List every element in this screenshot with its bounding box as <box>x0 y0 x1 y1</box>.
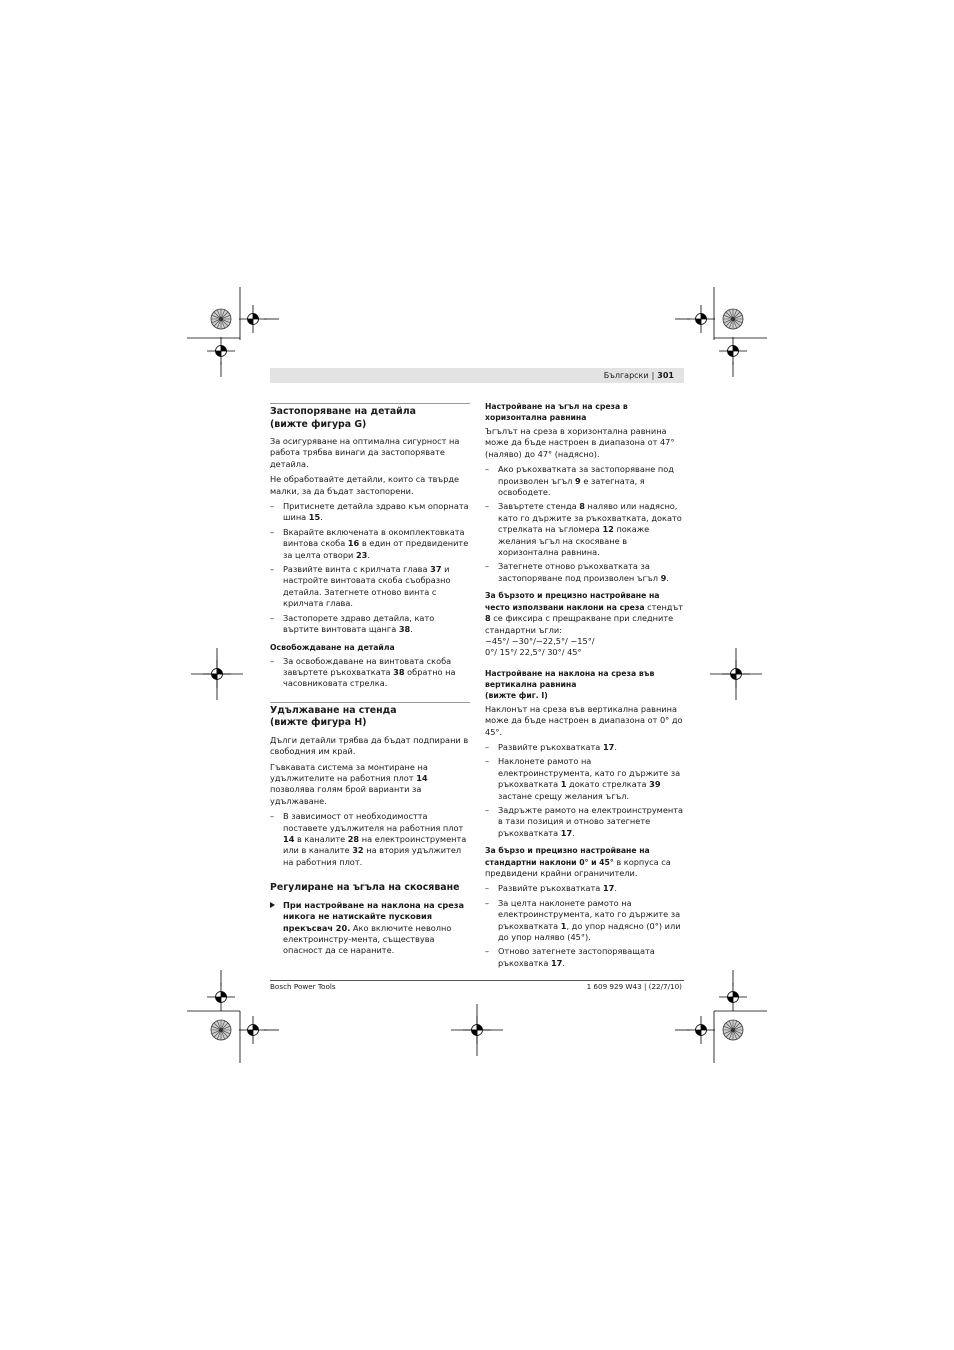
paragraph: За бързо и прецизно настройване на стандартни наклони 0° и 45° в корпуса са предвидени крайни ограничители. <box>485 846 671 878</box>
paragraph: Дълги детайли трябва да бъдат подпирани в свободния им край. <box>270 734 469 757</box>
list-item: – В зависимост от необходимостта поставете удължителя на работния плот 14 в каналите 28 на електроинструмента или в каналите 32 на втория удължител на работния плот. <box>270 811 470 868</box>
paragraph: Ъгълът на среза в хоризонтална равнина може да бъде настроен в диапазона от 47° (наляво) до 47° (надясно). <box>485 426 675 459</box>
list-item: – За освобождаване на винтовата скоба завъртете ръкохватката 38 обратно на часовниковата стрелка. <box>270 656 470 690</box>
list-item: – Затегнете отново ръкохватката за застопоряване под произволен ъгъл 9. <box>485 561 685 584</box>
list-item: – Развийте винта с крилчата глава 37 и настройте винтовата скоба съобразно детайла. Затегнете отново винта с крилчата глава. <box>270 564 470 610</box>
list-item: – Развийте ръкохватката 17. <box>485 742 685 753</box>
list-item: – Отново затегнете застопоряващата ръкохватка 17. <box>485 946 685 969</box>
header-page-number: 301 <box>657 371 674 380</box>
warning-note: При настройване на наклона на среза никога не натискайте пусковия прекъсвач 20. Ако включите неволно електроинстру-мента, съществува опасност да се нараните. <box>270 900 470 957</box>
subsection-title-release: Освобождаване на детайла <box>270 642 395 652</box>
instruction-list <box>270 656 470 690</box>
paragraph: Гъвкавата система за монтиране на удължителите на работния плот 14 позволява голям брой варианти за удължаване. <box>270 761 428 806</box>
paragraph: За бързото и прецизно настройване на често използвани наклони на среза стендът 8 се фиксира с прещракване при следните стандартни ъгли: −45°/ −30°/−22,5°/ −15°/ 0°/ 15°/ 22,5°/ 30°/ 45° <box>485 591 684 658</box>
right-column <box>485 401 685 973</box>
left-column <box>270 403 470 961</box>
instruction-list <box>485 883 685 969</box>
section-title-mitre: Регулиране на ъгъла на скосяване <box>270 882 460 894</box>
section-title-extension: Удължаване на стенда (вижте фигура H) <box>270 702 470 730</box>
instruction-list <box>270 501 470 635</box>
instruction-list <box>270 811 470 868</box>
page-header-bar <box>270 368 684 383</box>
section-title-clamping: Застопоряване на детайла (вижте фигура G) <box>270 403 470 431</box>
angle-list-2: 0°/ 15°/ 22,5°/ 30°/ 45° <box>485 647 582 658</box>
subsection-title-vertical: Настройване на наклона на среза във вертикална равнина (вижте фиг. I) <box>485 668 655 700</box>
instruction-list <box>485 742 685 839</box>
footer-brand: Bosch Power Tools <box>270 982 336 991</box>
list-item: – Завъртете стенда 8 наляво или надясно, като го държите за ръкохватката, докато стрелката на ъгломера 12 покаже желания ъгъл на скосяване в хоризонтална равнина. <box>485 501 685 558</box>
list-item: – Задръжте рамото на електроинструмента в тази позиция и отново затегнете ръкохватката 17. <box>485 805 685 839</box>
paragraph: Не обработвайте детайли, които са твърде малки, за да бъдат застопорени. <box>270 474 460 496</box>
list-item: – Вкарайте включената в окомплектовката винтова скоба 16 в един от предвидените за целта отвори 23. <box>270 527 470 561</box>
footer-doc-number: 1 609 929 W43 | (22/7/10) <box>586 982 682 991</box>
list-item: – Наклонете рамото на електроинструмента, като го държите за ръкохватката 1 докато стрелката 39 застане срещу желания ъгъл. <box>485 756 685 802</box>
angle-list-1: −45°/ −30°/−22,5°/ −15°/ <box>485 635 595 646</box>
footer-rule <box>270 980 684 981</box>
list-item: – Ако ръкохватката за застопоряване под произволен ъгъл 9 е затегната, я освободете. <box>485 464 685 498</box>
subsection-title-horizontal: Настройване на ъгъл на среза в хоризонтална равнина <box>485 402 628 422</box>
list-item: – За целта наклонете рамото на електроинструмента, като го държите за ръкохватката 1, до упор надясно (0°) или до упор наляво (45°). <box>485 898 685 944</box>
paragraph: Наклонът на среза във вертикална равнина може да бъде настроен в диапазона от 0° до 45°. <box>485 703 683 737</box>
list-item: – Притиснете детайла здраво към опорната шина 15. <box>270 501 470 524</box>
instruction-list <box>485 464 685 584</box>
header-language: Български <box>603 371 649 380</box>
list-item: – Развийте ръкохватката 17. <box>485 883 685 894</box>
warning-triangle-icon <box>270 902 275 908</box>
paragraph: За осигуряване на оптимална сигурност на работа трябва винаги да застопорявате детайла. <box>270 436 460 469</box>
page-header-text: Български | 301 <box>603 371 674 380</box>
list-item: – Застопорете здраво детайла, като въртите винтовата щанга 38. <box>270 613 470 636</box>
